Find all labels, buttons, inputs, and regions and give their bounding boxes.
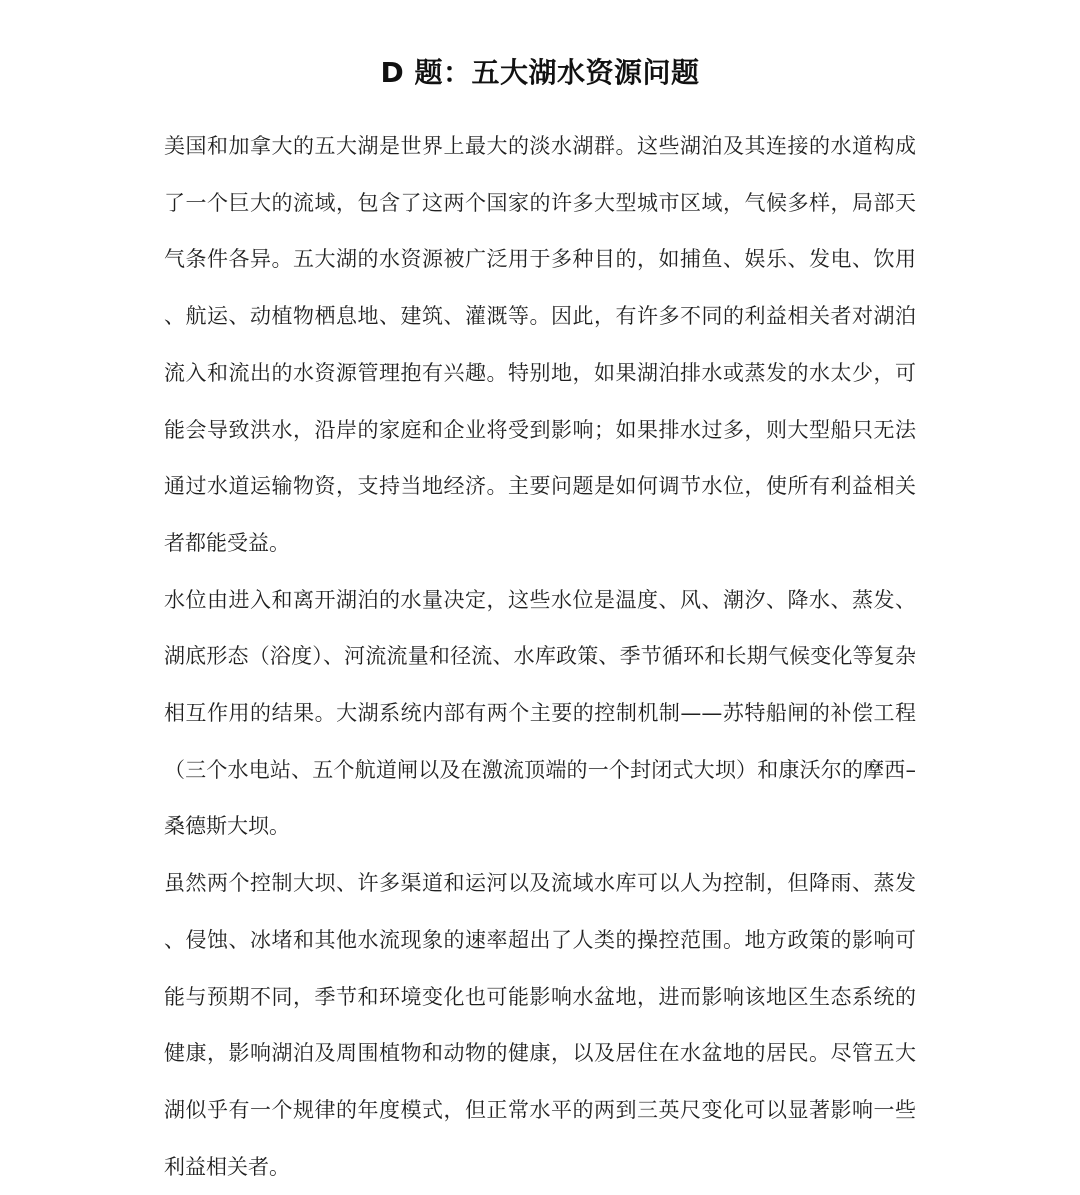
paragraph-water-levels: 水位由进入和离开湖泊的水量决定，这些水位是温度、风、潮汐、降水、蒸发、湖底形态（浴度）、河流流量和径流、水库政策、季节循环和长期气候变化等复杂相互作用的结果。大湖系统内部有两个主要的控制机制——苏特船闸的补偿工程（三个水电站、五个航道闸以及在激流顶端的一个封闭式大坝）和康沃尔的摩西–桑德斯大坝。 xyxy=(164,587,916,839)
problem-label: D 题 xyxy=(380,55,443,89)
paragraph-human-control: 虽然两个控制大坝、许多渠道和运河以及流域水库可以人为控制，但降雨、蒸发、侵蚀、冰堵和其他水流现象的速率超出了人类的操控范围。地方政策的影响可能与预期不同，季节和环境变化也可能影响水盆地，进而影响该地区生态系统的健康，影响湖泊及周围植物和动物的健康，以及居住在水盆地的居民。尽管五大湖似乎有一个规律的年度模式，但正常水平的两到三英尺变化可以显著影响一些利益相关者。 xyxy=(164,871,916,1179)
document-title xyxy=(0,51,1080,95)
paragraph-intro: 美国和加拿大的五大湖是世界上最大的淡水湖群。这些湖泊及其连接的水道构成了一个巨大的流域，包含了这两个国家的许多大型城市区域，气候多样，局部天气条件各异。五大湖的水资源被广泛用于多种目的，如捕鱼、娱乐、发电、饮用、航运、动植物栖息地、建筑、灌溉等。因此，有许多不同的利益相关者对湖泊流入和流出的水资源管理抱有兴趣。特别地，如果湖泊排水或蒸发的水太少，可能会导致洪水，沿岸的家庭和企业将受到影响；如果排水过多，则大型船只无法通过水道运输物资，支持当地经济。主要问题是如何调节水位，使所有利益相关者都能受益。 xyxy=(164,134,916,555)
document-body xyxy=(164,118,916,1195)
title-separator: ： xyxy=(442,55,472,89)
title-text: 五大湖水资源问题 xyxy=(471,55,700,89)
